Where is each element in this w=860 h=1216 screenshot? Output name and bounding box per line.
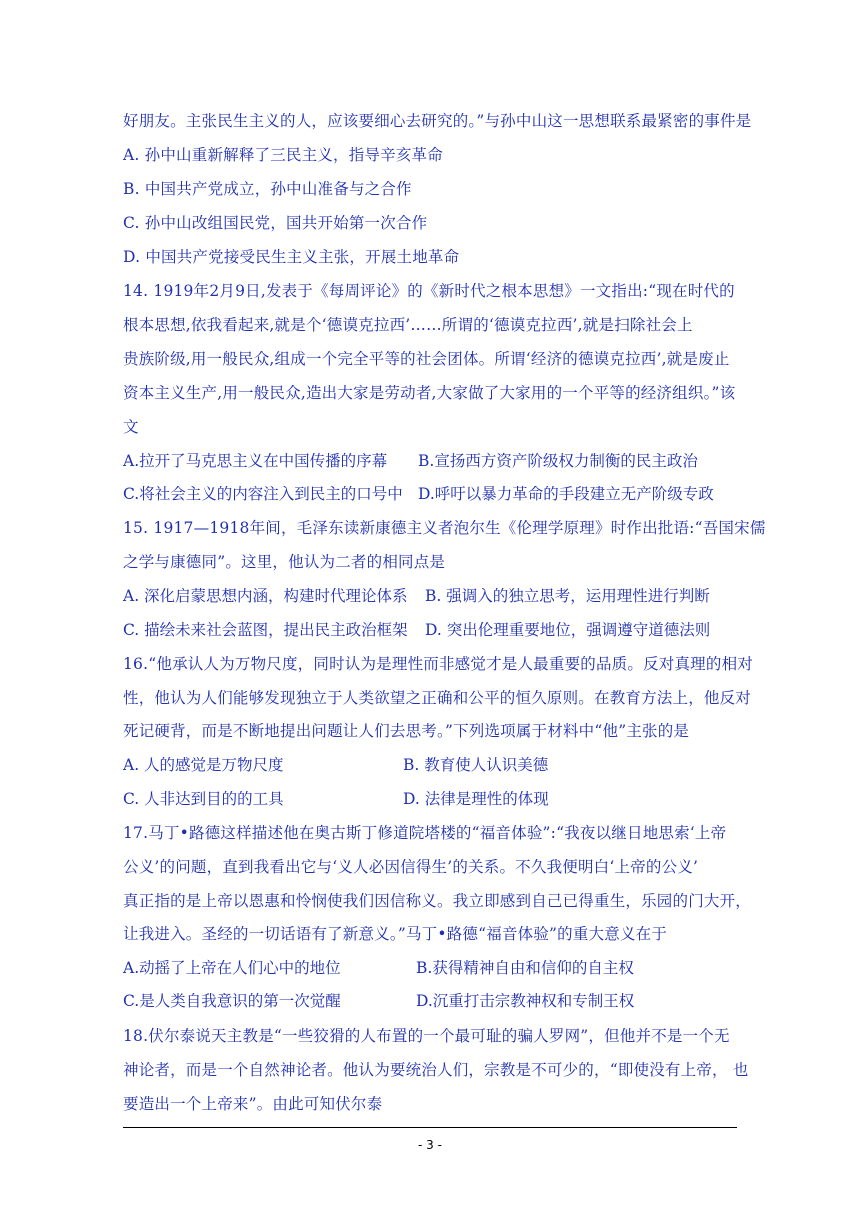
q14-stem-line-1: 14. 1919年2月9日,发表于《每周评论》的《新时代之根本思想》一文指出:“现在时代的 xyxy=(123,282,735,300)
q16-option-d: D. 法律是理性的体现 xyxy=(403,790,549,808)
q17-option-c: C.是人类自我意识的第一次觉醒 xyxy=(123,992,341,1010)
q16-options-row-1 xyxy=(123,755,743,775)
q13-option-b: B. 中国共产党成立，孙中山准备与之合作 xyxy=(123,180,412,198)
q16-options-row-2 xyxy=(123,789,743,809)
q14-options-row-1 xyxy=(123,451,743,471)
page-number: - 3 - xyxy=(418,1138,442,1152)
q17-option-d: D.沉重打击宗教神权和专制王权 xyxy=(416,992,635,1010)
q14-stem-line-3: 贵族阶级,用一般民众,组成一个完全平等的社会团体。所谓‘经济的德谟克拉西’,就是废止 xyxy=(123,350,730,368)
q13-option-a: A. 孙中山重新解释了三民主义，指导辛亥革命 xyxy=(123,146,443,164)
q18-stem-line-2: 神论者，而是一个自然神论者。他认为要统治人们，宗教是不可少的，“即使没有上帝， 也 xyxy=(123,1061,749,1079)
q14-option-a: A.拉开了马克思主义在中国传播的序幕 xyxy=(123,452,388,470)
q17-stem-line-1: 17.马丁•路德这样描述他在奥古斯丁修道院塔楼的“福音体验”:“我夜以继日地思索‘上帝 xyxy=(123,824,727,842)
q16-stem-line-2: 性，他认为人们能够发现独立于人类欲望之正确和公平的恒久原则。在教育方法上，他反对 xyxy=(123,689,752,707)
q13-stem-tail: 好朋友。主张民生主义的人，应该要细心去研究的。”与孙中山这一思想联系最紧密的事件是 xyxy=(123,112,752,130)
q16-option-c: C. 人非达到目的的工具 xyxy=(123,790,284,808)
q17-options-row-1 xyxy=(123,958,743,978)
q14-option-b: B.宣扬西方资产阶级权力制衡的民主政治 xyxy=(418,452,698,470)
footer-divider xyxy=(123,1127,737,1128)
q15-stem-line-2: 之学与康德同”。这里，他认为二者的相同点是 xyxy=(123,553,446,571)
q16-option-b: B. 教育使人认识美德 xyxy=(403,756,549,774)
q18-stem-line-3: 要造出一个上帝来”。由此可知伏尔泰 xyxy=(123,1095,383,1113)
q18-stem-line-1: 18.伏尔泰说天主教是“一些狡猾的人布置的一个最可耻的骗人罗网”，但他并不是一个无 xyxy=(123,1027,730,1045)
q17-stem-line-3: 真正指的是上帝以恩惠和怜悯使我们因信称义。我立即感到自己已得重生，乐园的门大开， xyxy=(123,892,752,910)
q17-stem-line-4: 让我进入。圣经的一切话语有了新意义。”马丁•路德“福音体验”的重大意义在于 xyxy=(123,925,668,943)
q15-option-d: D. 突出伦理重要地位，强调遵守道德法则 xyxy=(425,621,711,639)
q13-option-d: D. 中国共产党接受民生主义主张，开展土地革命 xyxy=(123,248,460,266)
q14-stem-line-5: 文 xyxy=(123,418,139,436)
q17-options-row-2 xyxy=(123,991,743,1011)
q14-stem-line-4: 资本主义生产,用一般民众,造出大家是劳动者,大家做了大家用的一个平等的经济组织。”该 xyxy=(123,384,736,402)
q17-option-b: B.获得精神自由和信仰的自主权 xyxy=(416,959,634,977)
q15-option-c: C. 描绘未来社会蓝图，提出民主政治框架 xyxy=(123,621,408,639)
q16-stem-line-3: 死记硬背，而是不断地提出问题让人们去思考。”下列选项属于材料中“他”主张的是 xyxy=(123,722,690,740)
q14-option-d: D.呼吁以暴力革命的手段建立无产阶级专政 xyxy=(418,485,714,503)
q15-options-row-1 xyxy=(123,586,743,606)
q13-option-c: C. 孙中山改组国民党，国共开始第一次合作 xyxy=(123,214,428,232)
q14-option-c: C.将社会主义的内容注入到民主的口号中 xyxy=(123,485,403,503)
q15-options-row-2 xyxy=(123,620,743,640)
q17-stem-line-2: 公义’的问题，直到我看出它与‘义人必因信得生’的关系。不久我便明白‘上帝的公义’ xyxy=(123,858,699,876)
q16-stem-line-1: 16.“他承认人为万物尺度，同时认为是理性而非感觉才是人最重要的品质。反对真理的相对 xyxy=(123,655,753,673)
q17-option-a: A.动摇了上帝在人们心中的地位 xyxy=(123,959,341,977)
q15-option-b: B. 强调入的独立思考，运用理性进行判断 xyxy=(425,587,710,605)
q16-option-a: A. 人的感觉是万物尺度 xyxy=(123,756,284,774)
q14-options-row-2 xyxy=(123,484,743,504)
q14-stem-line-2: 根本思想,依我看起来,就是个‘德谟克拉西’……所谓的‘德谟克拉西’,就是扫除社会上 xyxy=(123,316,693,334)
q15-option-a: A. 深化启蒙思想内涵，构建时代理论体系 xyxy=(123,587,408,605)
q15-stem-line-1: 15. 1917—1918年间，毛泽东读新康德主义者泡尔生《伦理学原理》时作出批语:“吾国宋儒 xyxy=(123,519,766,537)
